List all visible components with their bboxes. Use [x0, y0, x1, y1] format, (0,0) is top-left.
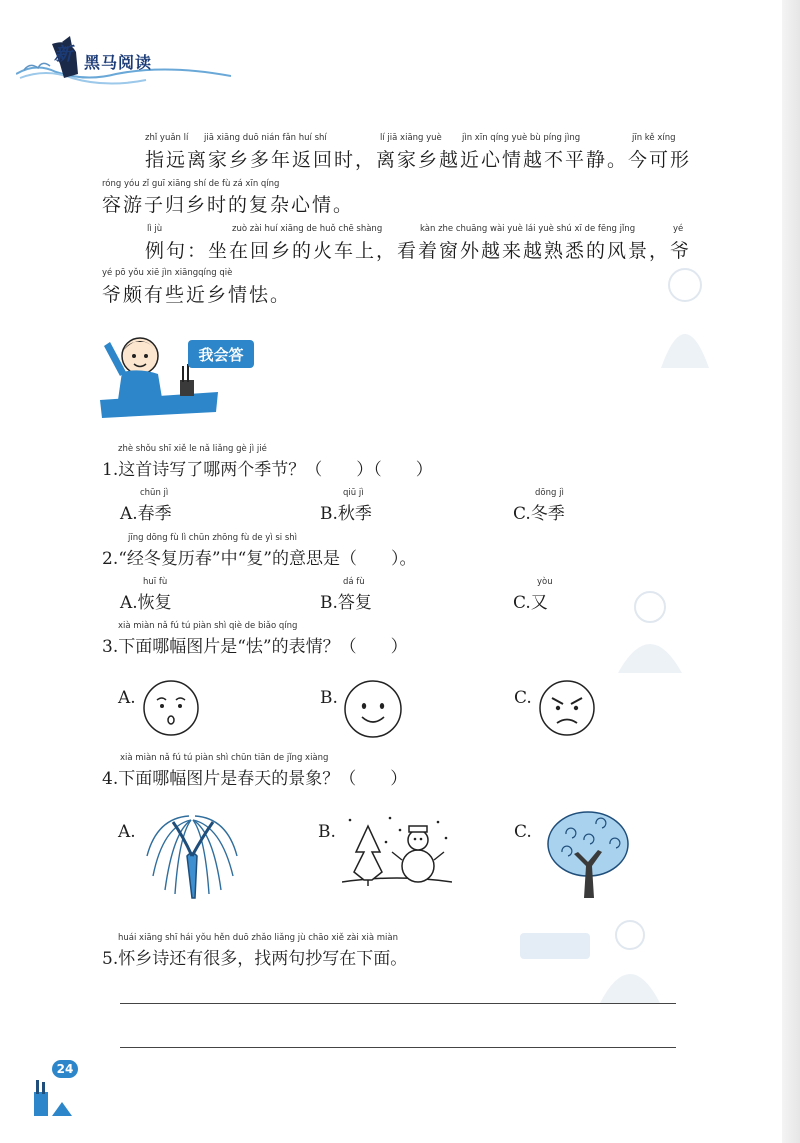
option-a[interactable]: A.恢复 [120, 593, 172, 613]
pinyin: xià miàn nǎ fú tú piàn shì chūn tiān de jǐng xiàng [120, 753, 329, 763]
option-c-label[interactable]: C. [514, 822, 532, 842]
option-c[interactable]: C.冬季 [513, 504, 565, 524]
page-number: 24 [52, 1060, 78, 1078]
pinyin: zhè shǒu shī xiě le nǎ liǎng gè jì jié [118, 444, 267, 454]
pinyin: dá fù [343, 577, 365, 587]
question-4: 4.下面哪幅图片是春天的景象？（ ） [102, 769, 408, 789]
pinyin: huái xiāng shī hái yǒu hěn duō zhǎo liǎng jù chāo xiě zài xià miàn [118, 933, 398, 943]
pinyin: dōng jì [535, 488, 564, 498]
page-edge [782, 0, 800, 1143]
angry-face-icon[interactable] [537, 678, 597, 738]
question-1: 1.这首诗写了哪两个季节？（ ）（ ） [102, 460, 433, 480]
pinyin: zhǐ yuǎn lí [145, 133, 189, 143]
pinyin: chūn jì [140, 488, 169, 498]
option-a[interactable]: A.春季 [120, 504, 172, 524]
pinyin: qiū jì [343, 488, 364, 498]
logo-title: 黑马阅读 [84, 53, 153, 72]
paragraph-line: 爷颇有些近乡情怯。 [102, 284, 292, 306]
paragraph-line: 指远离家乡多年返回时，离家乡越近心情越不平静。今可形 [145, 149, 692, 171]
option-b[interactable]: B.秋季 [320, 504, 372, 524]
option-a-label[interactable]: A. [118, 688, 136, 708]
option-c-label[interactable]: C. [514, 688, 532, 708]
watermark-figure-icon [610, 585, 690, 675]
pinyin: yòu [537, 577, 553, 587]
option-c[interactable]: C.又 [513, 593, 548, 613]
round-tree-icon[interactable] [544, 810, 632, 900]
pinyin: jiā xiāng duō nián fǎn huí shí [204, 133, 327, 143]
snowman-scene-icon[interactable] [342, 812, 452, 890]
option-b[interactable]: B.答复 [320, 593, 372, 613]
pinyin: yé pō yǒu xiē jìn xiāngqíng qiè [102, 268, 233, 278]
pinyin: lí jiā xiāng yuè [380, 133, 442, 143]
pinyin: jīn kě xíng [632, 133, 676, 143]
pinyin: yé [673, 224, 684, 234]
smiling-face-icon[interactable] [342, 678, 404, 740]
option-b-label[interactable]: B. [318, 822, 336, 842]
watermark-banner-icon [520, 915, 680, 1005]
watermark-figure-icon [655, 260, 715, 370]
question-3: 3.下面哪幅图片是“怯”的表情？（ ） [102, 637, 408, 657]
student-mascot-icon [98, 322, 268, 418]
timid-face-icon[interactable] [141, 678, 201, 738]
pinyin: jīng dōng fù lì chūn zhōng fù de yì si shì [128, 533, 298, 543]
pinyin: jìn xīn qíng yuè bù píng jìng [462, 133, 581, 143]
option-a-label[interactable]: A. [118, 822, 136, 842]
willow-tree-icon[interactable] [143, 806, 241, 902]
logo-char: 新 [54, 44, 72, 65]
example-sentence: 例句：坐在回乡的火车上，看着窗外越来越熟悉的风景，爷 [145, 240, 692, 262]
pinyin: róng yóu zǐ guī xiāng shí de fù zá xīn qíng [102, 179, 280, 189]
question-5: 5.怀乡诗还有很多，找两句抄写在下面。 [102, 949, 408, 969]
section-label: 我会答 [188, 340, 254, 368]
option-b-label[interactable]: B. [320, 688, 338, 708]
pinyin: huī fù [143, 577, 168, 587]
pinyin: xià miàn nǎ fú tú piàn shì qiè de biǎo qíng [118, 621, 298, 631]
answer-line[interactable] [120, 1003, 676, 1004]
answer-line[interactable] [120, 1047, 676, 1048]
pinyin: kàn zhe chuāng wài yuè lái yuè shú xī de fēng jǐng [420, 224, 636, 234]
pencil-cup-icon [30, 1078, 80, 1122]
pinyin: zuò zài huí xiāng de huǒ chē shàng [232, 224, 383, 234]
paragraph-line: 容游子归乡时的复杂心情。 [102, 194, 355, 216]
pinyin: lì jù [147, 224, 163, 234]
question-2: 2.“经冬复历春”中“复”的意思是（ ）。 [102, 549, 417, 569]
